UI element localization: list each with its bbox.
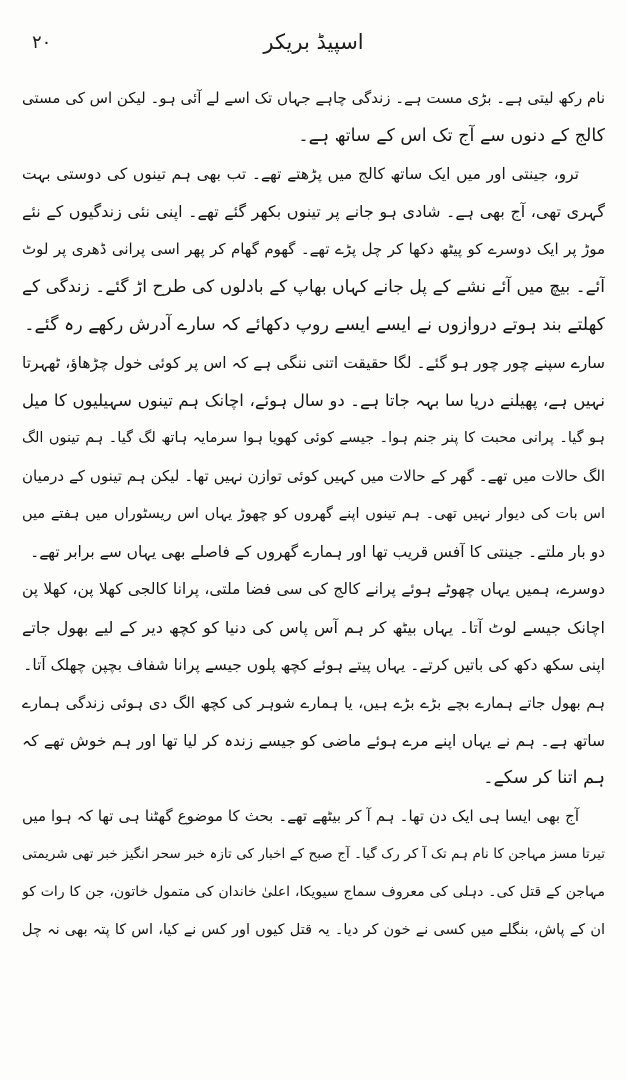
- text-line: دو بار ملتے۔ جینتی کا آفس قریب تھا اور ہمارے گھروں کے فاصلے بھی یہاں سے برابر تھے۔: [30, 542, 605, 561]
- running-header: اسپیڈ بریکر: [263, 30, 364, 54]
- text-line: دوسرے، ہمیں یہاں چھوٹے ہوئے پرانے کالج کی سی فضا ملتی، پرانا کالجی کھلا پن، کھلا پن: [22, 580, 605, 599]
- text-line: ان کے پاش، بنگلے میں کسی نے خون کر دیا۔ یہ قتل کیوں اور کس نے کیا، اس کا پتہ بھی نہ چل: [22, 921, 605, 938]
- text-line: مہاجن کے قتل کی۔ دہلی کی معروف سماج سیویکا، اعلیٰ خاندان کی متمول خاتون، جن کا رات کو: [22, 883, 605, 900]
- text-line: کھلتے بند ہوتے دروازوں نے ایسے ایسے روپ دکھائے کہ سارے آدرش رکھے رہ گئے۔: [24, 314, 605, 335]
- text-line: ترو، جینتی اور میں ایک ساتھ کالج میں پڑھتے تھے۔ تب بھی ہم تینوں کی دوستی بہت: [22, 164, 579, 183]
- text-line: کالج کے دنوں سے آج تک اس کے ساتھ ہے۔: [298, 125, 605, 146]
- text-line: آئے۔ بیچ میں آئے نشے کے پل جانے کہاں بھاپ کے بادلوں کی طرح اڑ گئے۔ زندگی کے: [22, 276, 605, 297]
- text-line: گہری تھی، آج بھی ہے۔ شادی ہو جانے پر تینوں بکھر گئے تھے۔ اپنی نئی زندگیوں کے نئے: [22, 202, 605, 222]
- text-line: نہیں ہے، پھیلنے دریا سا بہہ جاتا ہے۔ دو سال ہوئے، اچانک ہم تینوں سہیلیوں کا میل: [22, 391, 605, 411]
- text-line: اپنی سکھ دکھ کی باتیں کرتے۔ یہاں پیتے ہوئے کچھ پلوں جیسے پرانا شفاف بچپن چھلک آتا۔: [23, 655, 605, 674]
- text-line: آج بھی ایسا ہی ایک دن تھا۔ ہم آ کر بیٹھے تھے۔ بحث کا موضوع گھٹنا ہی تھا کہ ہوا میں: [22, 807, 579, 826]
- text-line: اچانک جیسے لوٹ آتا۔ یہاں بیٹھ کر ہم آس پاس کی دنیا کو کچھ دیر کے لیے بھول جاتے: [22, 618, 605, 638]
- text-line: ہم اتنا کر سکے۔: [483, 768, 605, 789]
- text-line: نام رکھ لیتی ہے۔ بڑی مست ہے۔ زندگی چاہے جہاں تک اسے لے آئی ہو۔ لیکن اس کی مستی: [22, 89, 605, 107]
- text-line: ساتھ ہے۔ ہم نے یہاں اپنے مرے ہوئے ماضی کو جیسے زندہ کر لیا تھا اور ہم خوش تھے کہ: [22, 731, 605, 750]
- body-text: [22, 80, 605, 949]
- text-line: الگ حالات میں تھے۔ گھر کے حالات میں کہیں کوئی توازن نہیں تھا۔ لیکن ہم تینوں کے درمیان: [22, 466, 605, 485]
- text-line: ہم بھول جاتے ہمارے بچے بڑے بڑے ہیں، یا ہمارے شوہر کی کچھ الگ دی ہوئی زندگی ہمارے: [22, 693, 605, 712]
- page-number: ۲۰: [32, 32, 52, 53]
- text-line: تیرتا مسز مہاجن کا نام ہم تک آ کر رک گیا۔ آج صبح کے اخبار کی تازہ خبر سحر انگیز خبر تھی شریمتی: [22, 845, 605, 862]
- text-line: سارے سپنے چور چور ہو گئے۔ لگا حقیقت اتنی ننگی ہے کہ اس پر کوئی خول چڑھاؤ، ٹھہرتا: [22, 353, 605, 372]
- text-line: موڑ پر ایک دوسرے کو پیٹھ دکھا کر چل پڑے تھے۔ گھوم گھام کر پھر اسی پرانی ڈھری پر لوٹ: [22, 240, 605, 259]
- text-line: ہو گیا۔ پرانی محبت کا پنر جنم ہوا۔ جیسے کوئی کھویا ہوا سرمایہ ہاتھ لگ گیا۔ ہم تینوں الگ: [22, 430, 605, 447]
- text-line: اس بات کی دیوار نہیں تھی۔ ہم تینوں اپنے گھروں کو چھوڑ یہاں اس ریسٹوراں میں ہفتے میں: [22, 505, 605, 522]
